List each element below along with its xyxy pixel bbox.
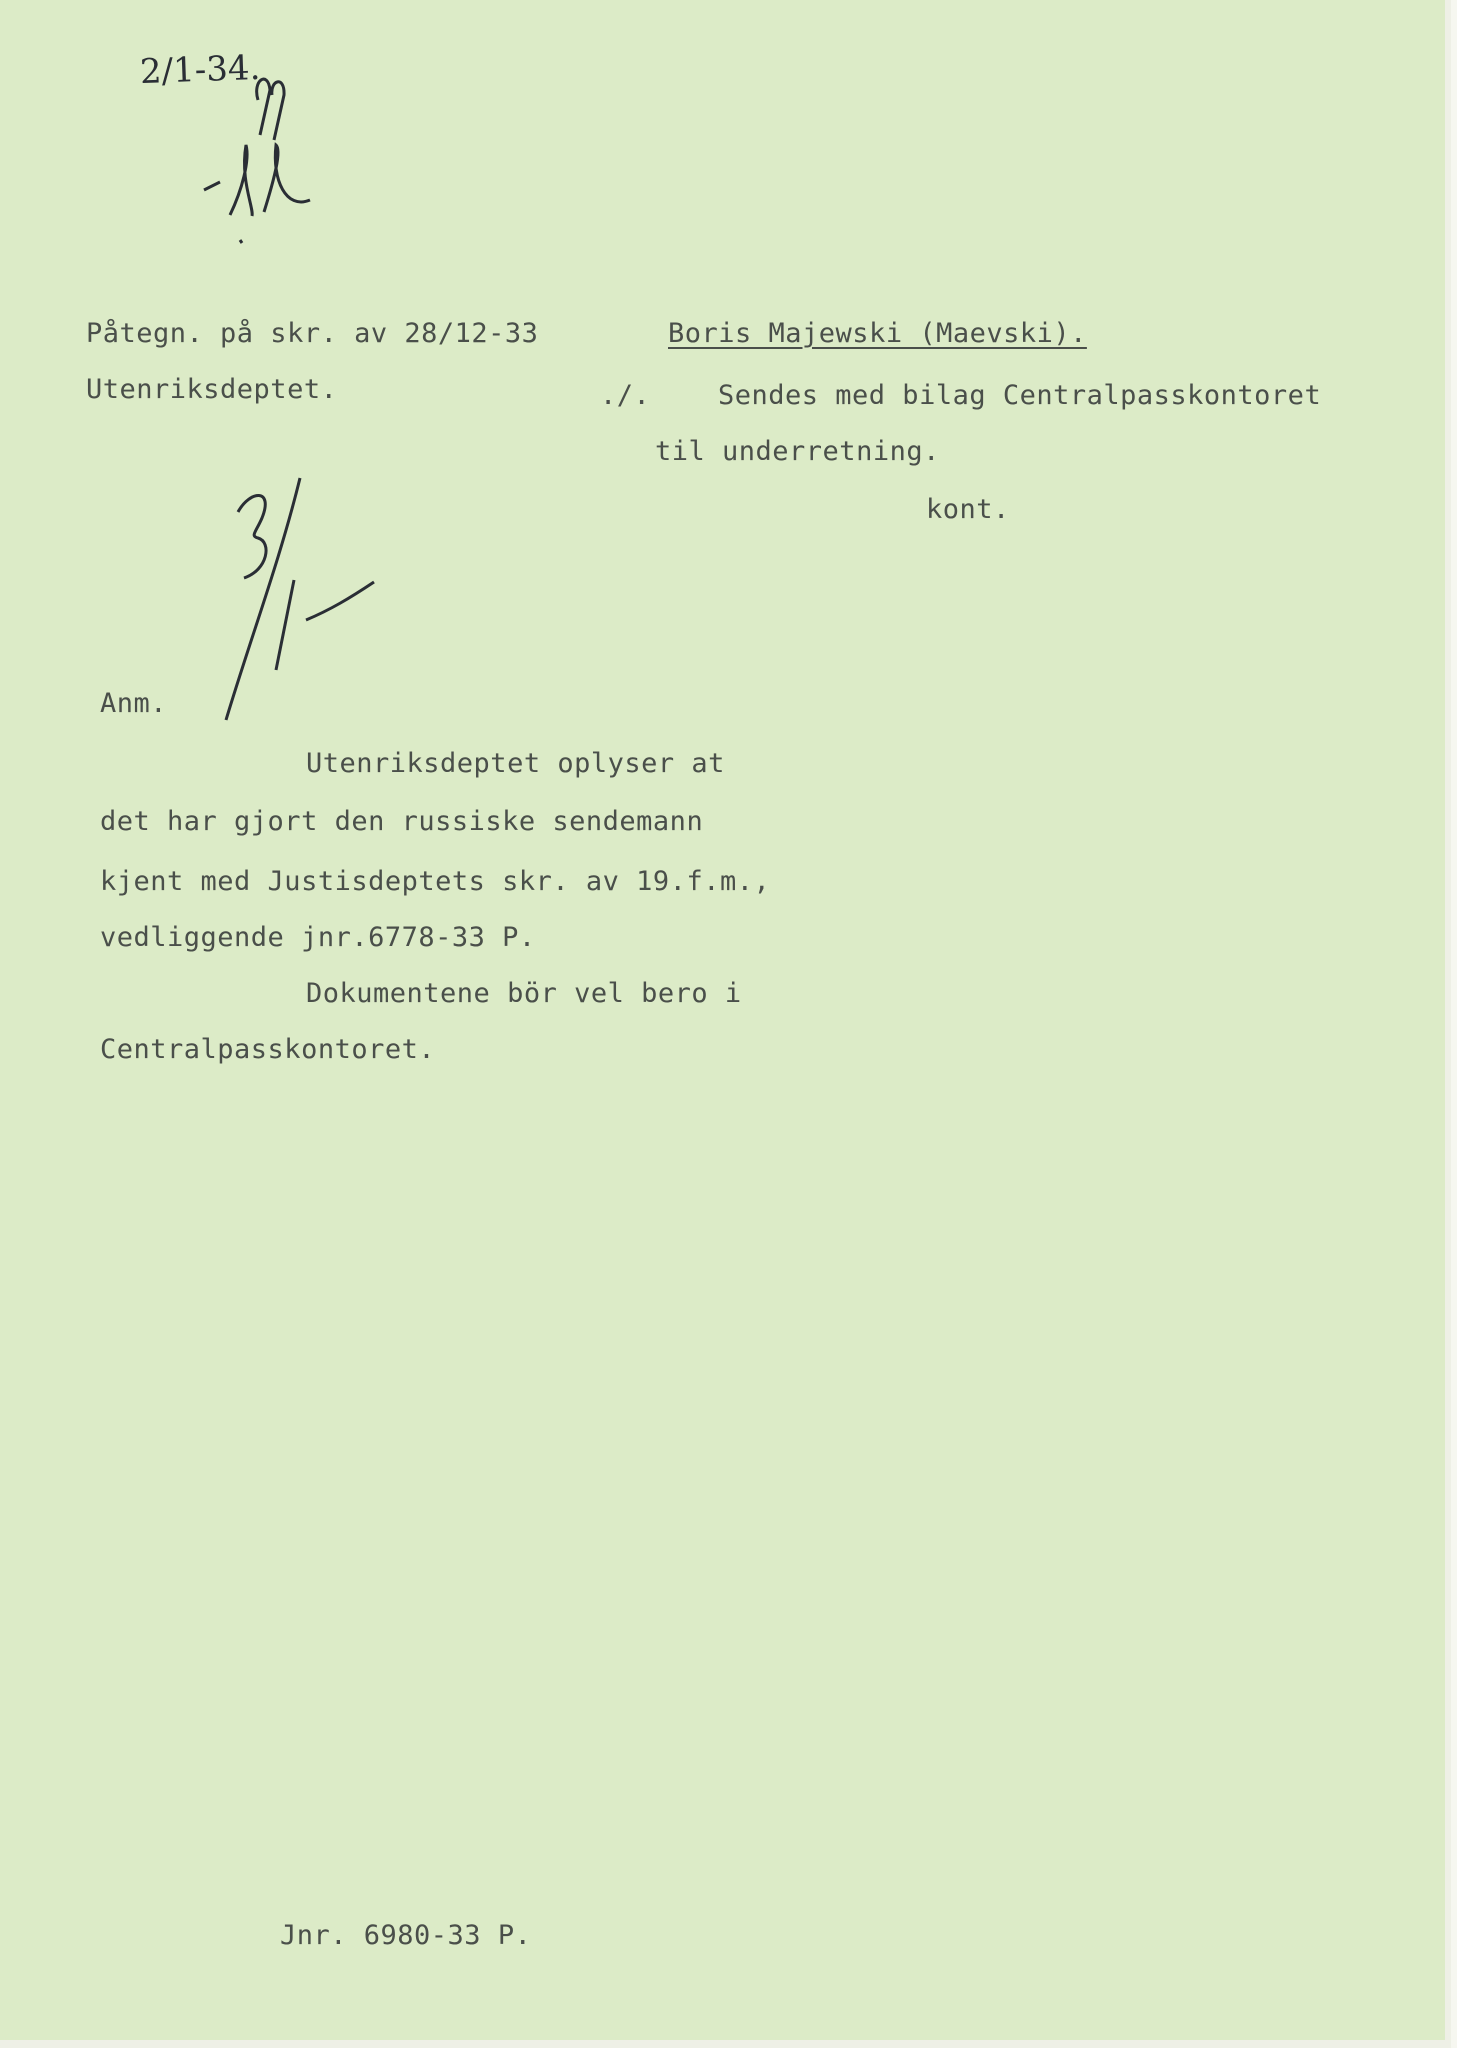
- note-line: det har gjort den russiske sendemann: [100, 806, 704, 837]
- enclosure-mark: ./.: [600, 380, 651, 411]
- sender-line: Utenriksdeptet.: [86, 374, 338, 405]
- note-label: Anm.: [100, 688, 168, 719]
- note-line: Utenriksdeptet oplyser at: [306, 748, 725, 779]
- handwritten-initials-mark: [190, 40, 350, 250]
- handwritten-date-mark: [210, 470, 390, 730]
- closing-abbreviation: kont.: [926, 494, 1010, 525]
- main-text-line-2: til underretning.: [655, 436, 940, 467]
- note-line: kjent med Justisdeptets skr. av 19.f.m.,: [100, 866, 771, 897]
- reference-line: Påtegn. på skr. av 28/12-33: [86, 318, 539, 349]
- note-line: Dokumentene bör vel bero i: [306, 978, 742, 1009]
- handwritten-date: 2/1-34.: [139, 47, 261, 93]
- main-text-line-1: Sendes med bilag Centralpasskontoret: [718, 380, 1322, 411]
- note-line: vedliggende jnr.6778-33 P.: [100, 922, 536, 953]
- journal-number: Jnr. 6980-33 P.: [280, 1920, 532, 1951]
- note-line: Centralpasskontoret.: [100, 1034, 436, 1065]
- subject-line: Boris Majewski (Maevski).: [668, 318, 1087, 349]
